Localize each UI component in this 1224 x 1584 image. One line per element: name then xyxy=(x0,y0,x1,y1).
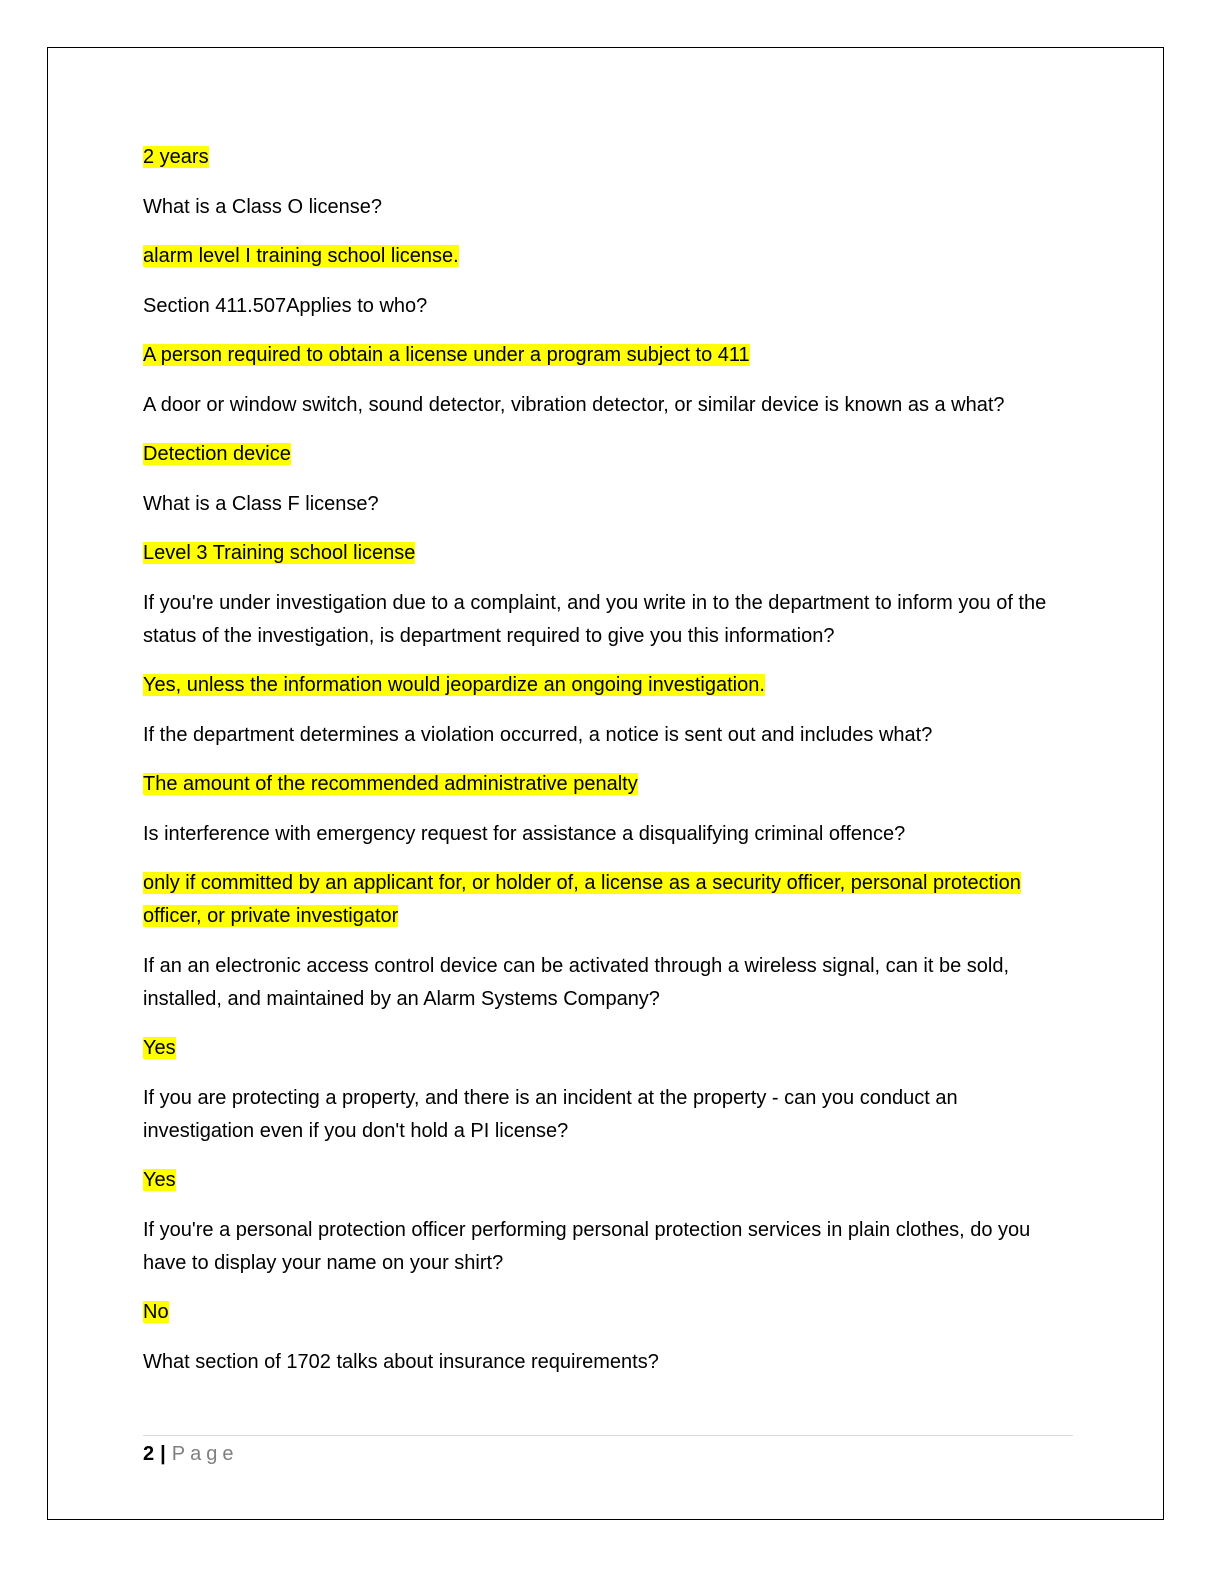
page-footer xyxy=(143,1441,238,1467)
answer-paragraph: A person required to obtain a license under a program subject to 411 xyxy=(143,344,750,366)
question-paragraph: What section of 1702 talks about insurance requirements? xyxy=(143,1350,659,1373)
answer-paragraph: Level 3 Training school license xyxy=(143,542,416,564)
answer-paragraph: alarm level I training school license. xyxy=(143,245,459,267)
question-paragraph: A door or window switch, sound detector, vibration detector, or similar device is known as a what? xyxy=(143,393,1005,416)
answer-paragraph: The amount of the recommended administrative penalty xyxy=(143,773,638,795)
answer-paragraph: No xyxy=(143,1301,169,1323)
question-paragraph: Is interference with emergency request for assistance a disqualifying criminal offence? xyxy=(143,822,906,845)
question-paragraph: If an an electronic access control device can be activated through a wireless signal, can it be sold, installed, and maintained by an Alarm Systems Company? xyxy=(143,954,1010,1010)
page-number: 2 xyxy=(143,1443,155,1465)
question-paragraph: If the department determines a violation occurred, a notice is sent out and includes what? xyxy=(143,723,933,746)
question-paragraph: If you're a personal protection officer performing personal protection services in plain clothes, do you have to display your name on your shirt? xyxy=(143,1218,1031,1274)
question-paragraph: What is a Class F license? xyxy=(143,492,379,515)
answer-paragraph: Yes, unless the information would jeopardize an ongoing investigation. xyxy=(143,674,765,696)
page-label: Page xyxy=(171,1443,239,1465)
answer-paragraph: Yes xyxy=(143,1037,176,1059)
question-paragraph: If you're under investigation due to a complaint, and you write in to the department to inform you of the status of the investigation, is department required to give you this information? xyxy=(143,591,1047,647)
answer-paragraph: Yes xyxy=(143,1169,176,1191)
answer-paragraph: 2 years xyxy=(143,146,209,168)
footer-divider xyxy=(143,1435,1073,1436)
answer-paragraph: only if committed by an applicant for, or holder of, a license as a security officer, personal protection officer, or private investigator xyxy=(143,872,1021,927)
document-body xyxy=(143,141,1073,1395)
question-paragraph: What is a Class O license? xyxy=(143,195,382,218)
footer-separator: | xyxy=(160,1443,166,1465)
answer-paragraph: Detection device xyxy=(143,443,291,465)
question-paragraph: If you are protecting a property, and there is an incident at the property - can you conduct an investigation even if you don't hold a PI license? xyxy=(143,1086,958,1142)
question-paragraph: Section 411.507Applies to who? xyxy=(143,294,428,317)
